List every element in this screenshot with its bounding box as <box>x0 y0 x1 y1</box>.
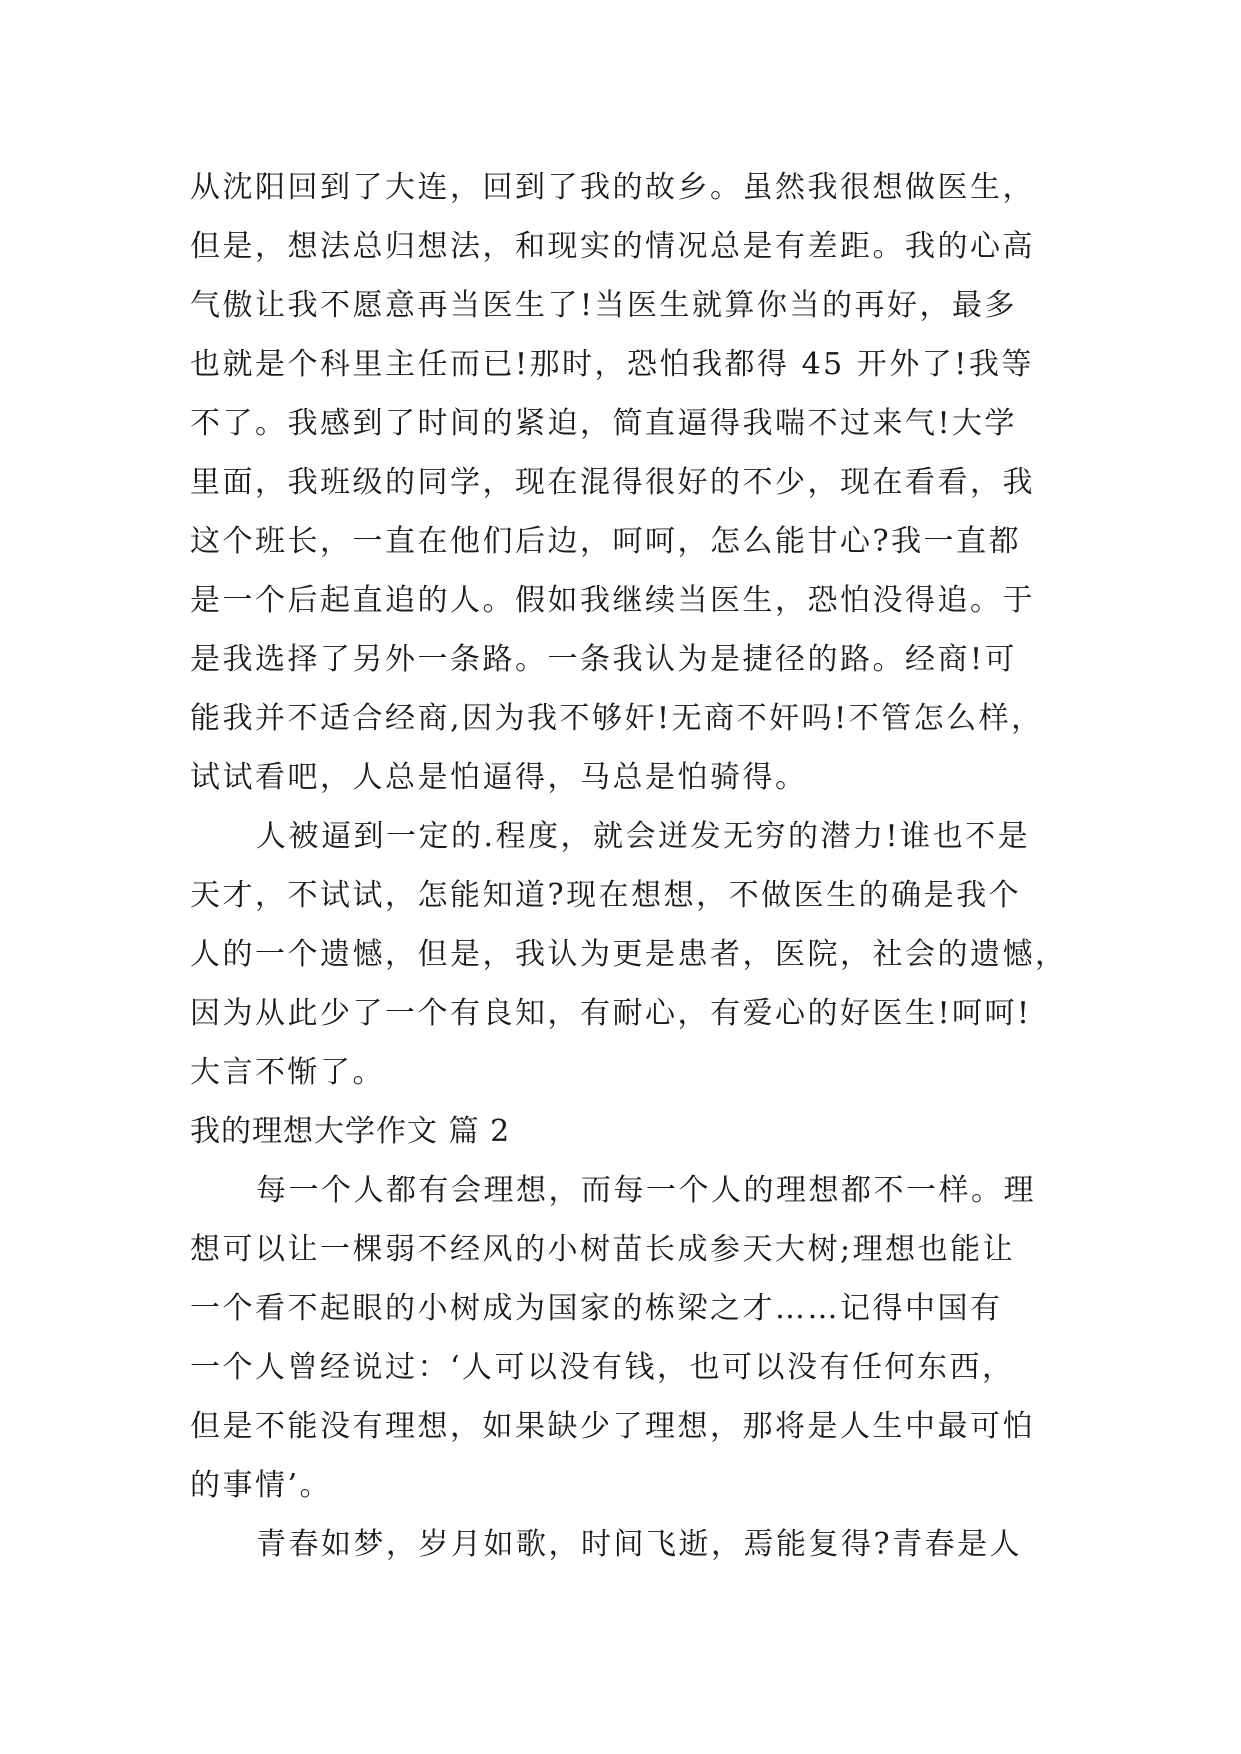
text-line: 青春如梦，岁月如歌，时间飞逝，焉能复得?青春是人 <box>256 1527 1023 1562</box>
text-line: 因为从此少了一个有良知，有耐心，有爱心的好医生!呵呵! <box>190 996 1032 1031</box>
text-line: 每一个人都有会理想，而每一个人的理想都不一样。理 <box>256 1173 1036 1208</box>
text-line: 里面，我班级的同学，现在混得很好的不少，现在看看，我 <box>190 465 1035 500</box>
text-line: 不了。我感到了时间的紧迫，简直逼得我喘不过来气!大学 <box>190 406 1018 441</box>
paragraph <box>190 1515 1050 1574</box>
text-line: 人被逼到一定的.程度，就会迸发无穷的潜力!谁也不是 <box>256 819 1031 854</box>
text-line: 也就是个科里主任而已!那时，恐怕我都得 45 开外了!我等 <box>190 347 1034 382</box>
text-line: 一个看不起眼的小树成为国家的栋梁之才……记得中国有 <box>190 1291 1003 1326</box>
text-line: 想可以让一棵弱不经风的小树苗长成参天大树;理想也能让 <box>190 1232 1016 1267</box>
text-line: 大言不惭了。 <box>190 1055 385 1090</box>
text-line: 是我选择了另外一条路。一条我认为是捷径的路。经商!可 <box>190 642 1018 677</box>
text-line: 的事情’。 <box>190 1468 333 1503</box>
text-line: 试试看吧，人总是怕逼得，马总是怕骑得。 <box>190 760 808 795</box>
text-line: 一个人曾经说过：‘人可以没有钱，也可以没有任何东西， <box>190 1350 1015 1385</box>
document-body <box>190 158 1068 1574</box>
section-heading: 我的理想大学作文 篇 2 <box>190 1114 511 1149</box>
text-line: 能我并不适合经商,因为我不够奸!无商不奸吗!不管怎么样， <box>190 701 1044 736</box>
text-line: 但是，想法总归想法，和现实的情况总是有差距。我的心高 <box>190 229 1035 264</box>
paragraph <box>190 1161 1050 1515</box>
text-line: 是一个后起直追的人。假如我继续当医生，恐怕没得追。于 <box>190 583 1035 618</box>
paragraph <box>190 158 1050 807</box>
text-line: 这个班长，一直在他们后边，呵呵，怎么能甘心?我一直都 <box>190 524 1022 559</box>
text-line: 但是不能没有理想，如果缺少了理想，那将是人生中最可怕 <box>190 1409 1035 1444</box>
text-line: 天才，不试试，怎能知道?现在想想，不做医生的确是我个 <box>190 878 1022 913</box>
paragraph <box>190 807 1068 1102</box>
text-line: 气傲让我不愿意再当医生了!当医生就算你当的再好，最多 <box>190 288 1018 323</box>
text-line: 人的一个遗憾，但是，我认为更是患者，医院，社会的遗憾， <box>190 937 1068 972</box>
text-line: 从沈阳回到了大连，回到了我的故乡。虽然我很想做医生， <box>190 170 1035 205</box>
